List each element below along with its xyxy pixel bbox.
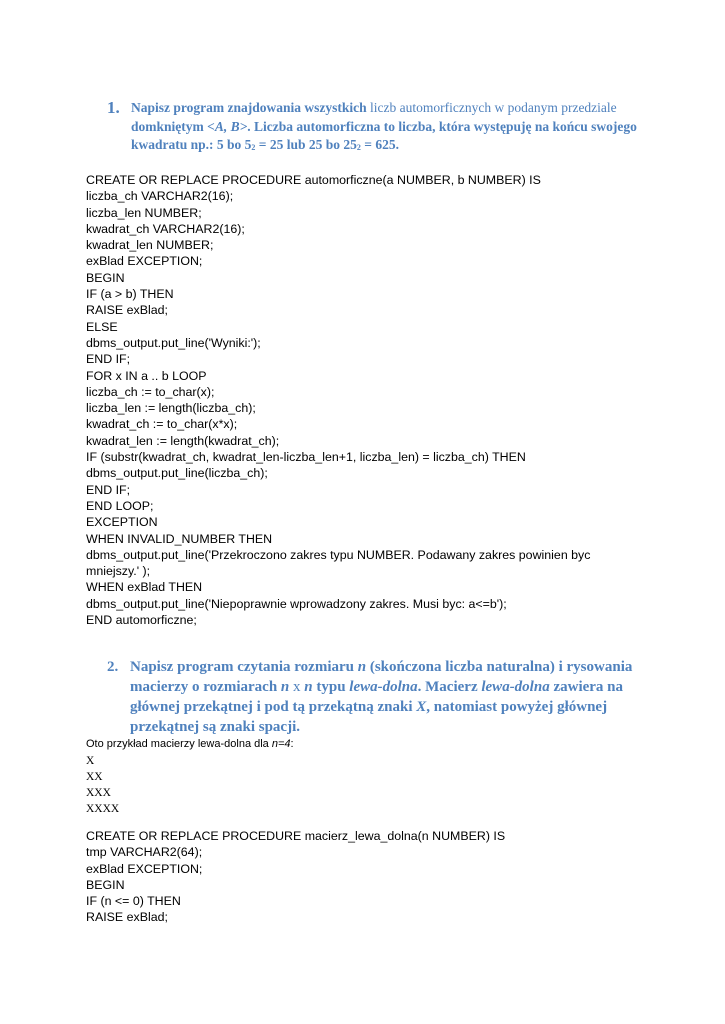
- code-line: dbms_output.put_line('Przekroczono zakres typu NUMBER. Podawany zakres powinien byc: [86, 547, 591, 562]
- code-line: END IF;: [86, 352, 131, 367]
- task-2-part-3: typu: [312, 679, 350, 695]
- code-line: liczba_ch := to_char(x);: [86, 384, 215, 399]
- code-line: kwadrat_ch VARCHAR2(16);: [86, 221, 245, 236]
- task-1-text: [131, 99, 667, 157]
- task-1-exponent-2: 2: [356, 143, 361, 152]
- matrix-row: XX: [86, 771, 103, 783]
- task-2-part-6: , natomiast powyżej głównej przekątnej są znaki spacji.: [130, 699, 608, 735]
- task-1-number: 1.: [107, 98, 120, 117]
- code-line: liczba_len NUMBER;: [86, 205, 202, 220]
- task-2-text: [130, 657, 667, 737]
- code-line: END LOOP;: [86, 498, 154, 513]
- code-line: dbms_output.put_line(liczba_ch);: [86, 466, 268, 481]
- example-matrix: [86, 753, 119, 817]
- task-2-part-2: (skończona liczba naturalna) i rysowania macierzy o rozmiarach: [130, 659, 633, 695]
- task-2-heading: [107, 657, 667, 737]
- example-caption: [86, 737, 294, 752]
- task-2-type-2: lewa-dolna: [481, 679, 550, 695]
- code-block-macierz: [86, 828, 666, 926]
- code-line: IF (a > b) THEN: [86, 287, 174, 302]
- code-line: WHEN exBlad THEN: [86, 580, 203, 595]
- code-line: exBlad EXCEPTION;: [86, 861, 203, 876]
- code-line: ELSE: [86, 319, 118, 334]
- code-line: RAISE exBlad;: [86, 910, 168, 925]
- example-text: Oto przykład macierzy lewa-dolna dla: [86, 738, 272, 750]
- code-line: END automorficzne;: [86, 613, 197, 628]
- code-block-automorficzne: [86, 172, 666, 628]
- task-2-part-1: Napisz program czytania rozmiaru: [130, 659, 358, 675]
- task-1-exponent-1: 2: [251, 143, 256, 152]
- code-line: liczba_ch VARCHAR2(16);: [86, 189, 234, 204]
- matrix-row: XXXX: [86, 803, 120, 815]
- task-2-x: x: [289, 679, 305, 695]
- code-line: tmp VARCHAR2(64);: [86, 845, 203, 860]
- task-2-n-2: n: [280, 679, 290, 695]
- code-line: BEGIN: [86, 270, 125, 285]
- code-line: CREATE OR REPLACE PROCEDURE macierz_lewa_dolna(n NUMBER) IS: [86, 829, 506, 843]
- task-2-n-3: n: [304, 679, 313, 695]
- code-line: CREATE OR REPLACE PROCEDURE automorficzne(a NUMBER, b NUMBER) IS: [86, 173, 541, 187]
- code-line: RAISE exBlad;: [86, 303, 168, 318]
- task-2-number: 2.: [107, 659, 119, 675]
- task-2-x-char: X: [416, 699, 427, 715]
- code-line: kwadrat_len := length(kwadrat_ch);: [86, 433, 280, 448]
- task-1-part-2: liczb automorficznych w podanym przedziale: [366, 100, 617, 115]
- task-1-part-1: Napisz program znajdowania wszystkich: [131, 100, 367, 115]
- code-line: IF (substr(kwadrat_ch, kwadrat_len-liczba_len+1, liczba_len) = liczba_ch) THEN: [86, 450, 526, 465]
- code-line: exBlad EXCEPTION;: [86, 254, 203, 269]
- code-line: WHEN INVALID_NUMBER THEN: [86, 531, 273, 546]
- task-1-range: <A, B>: [207, 118, 248, 134]
- task-2-n-1: n: [357, 659, 367, 675]
- code-line: dbms_output.put_line('Niepoprawnie wprowadzony zakres. Musi byc: a<=b');: [86, 596, 507, 611]
- code-line: FOR x IN a .. b LOOP: [86, 368, 207, 383]
- code-line: dbms_output.put_line('Wyniki:');: [86, 335, 261, 350]
- task-1-part-6: = 25 lub 25 bo 25: [255, 137, 357, 152]
- example-n: n=4: [271, 738, 291, 750]
- task-2-part-5: zawiera na głównej przekątnej i pod tą przekątną znaki: [130, 679, 624, 715]
- code-line: kwadrat_ch := to_char(x*x);: [86, 417, 238, 432]
- task-1-heading: [107, 99, 667, 157]
- code-line: IF (n <= 0) THEN: [86, 894, 181, 909]
- task-2-part-4: . Macierz: [417, 679, 482, 695]
- task-2-type: lewa-dolna: [349, 679, 418, 695]
- task-1-part-3: domkniętym: [131, 118, 208, 134]
- example-colon: :: [290, 738, 294, 750]
- code-line: END IF;: [86, 482, 131, 497]
- matrix-row: X: [86, 755, 95, 767]
- matrix-row: XXX: [86, 787, 111, 799]
- code-line: EXCEPTION: [86, 515, 158, 530]
- task-1-part-5: . Liczba automorficzna to liczba, która występuję na końcu swojego kwadratu np.: 5 bo 5: [131, 118, 637, 152]
- code-line: liczba_len := length(liczba_ch);: [86, 401, 256, 416]
- code-line: BEGIN: [86, 877, 125, 892]
- code-line: kwadrat_len NUMBER;: [86, 238, 214, 253]
- task-1-part-7: = 625.: [360, 137, 399, 152]
- code-line: mniejszy.' );: [86, 564, 151, 579]
